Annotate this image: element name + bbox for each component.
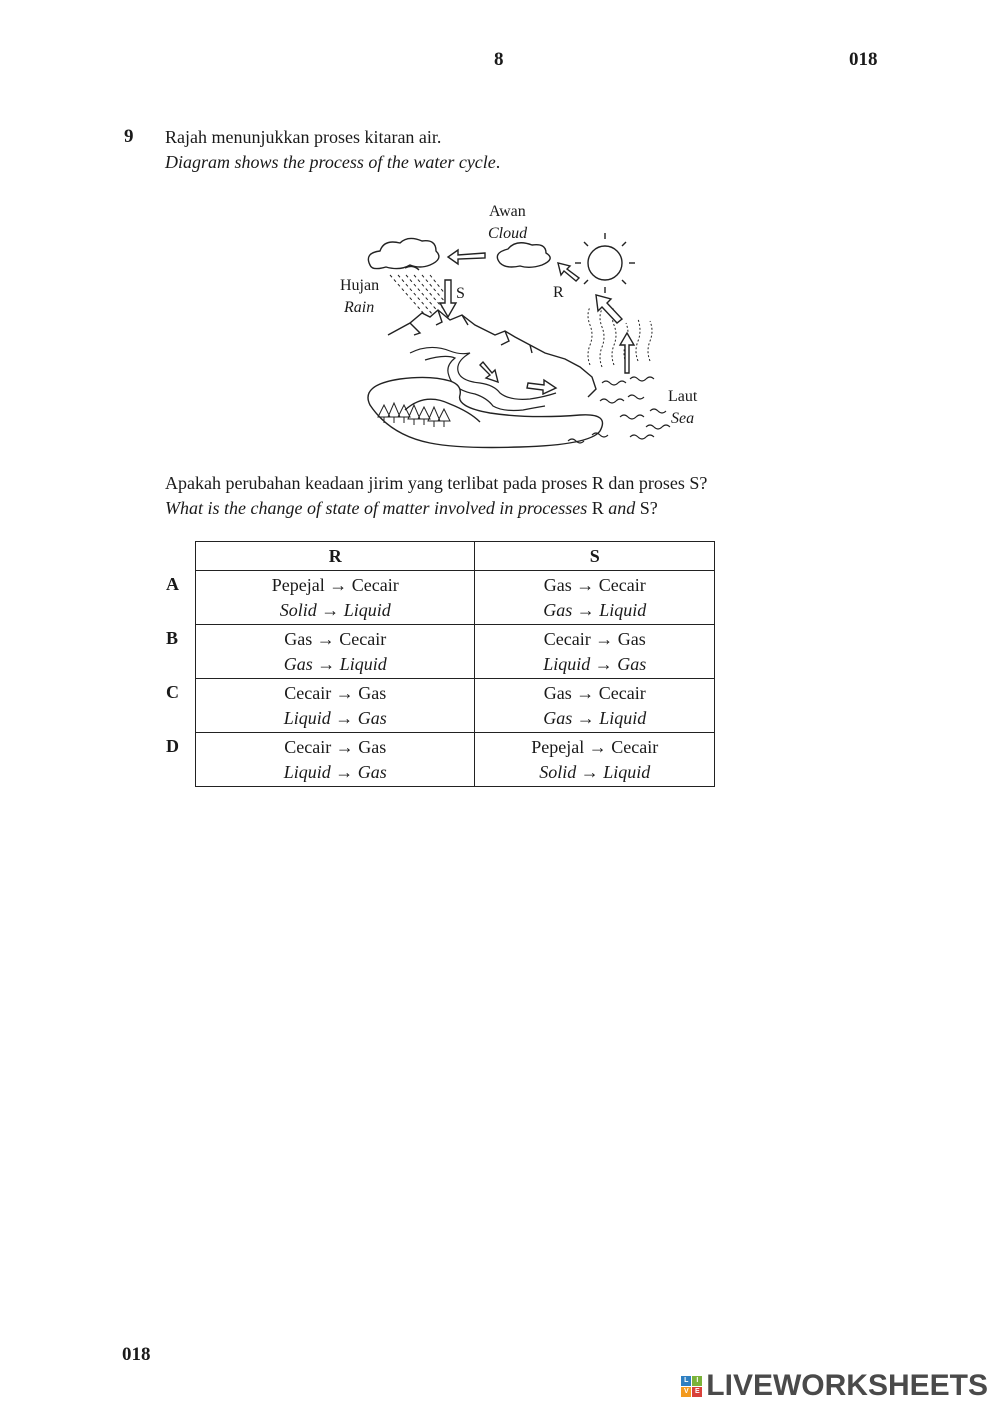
column-header-s: S [475,542,715,571]
table-row [196,679,715,733]
option-b-r: Gas → Cecair Gas → Liquid [196,625,475,679]
rain-label-en: Rain [344,299,375,316]
cloud-label-en: Cloud [488,225,528,242]
option-letter-c: C [166,682,179,702]
page-number: 8 [494,49,504,70]
liveworksheets-logo[interactable] [681,1369,988,1403]
liveworksheets-brand-text: LIVEWORKSHEETS [706,1369,988,1402]
answer-options-table [195,541,715,787]
option-d-s: Pepejal → Cecair Solid → Liquid [475,733,715,787]
column-header-r: R [196,542,475,571]
option-c-s: Gas → Cecair Gas → Liquid [475,679,715,733]
question-number: 9 [124,126,134,147]
process-r-label: R [553,284,564,301]
table-row [196,571,715,625]
liveworksheets-badge-icon: L I V E [681,1376,702,1397]
paper-code: 018 [849,49,878,70]
option-letter-d: D [166,736,179,756]
water-cycle-diagram [330,195,720,455]
question-intro-ms: Rajah menunjukkan proses kitaran air. [165,127,442,147]
sun-icon [575,233,635,293]
cloud-label-ms: Awan [489,203,526,220]
question-ask-ms: Apakah perubahan keadaan jirim yang terlibat pada proses R dan proses S? [165,473,708,493]
cloud-icon [497,243,550,268]
process-s-label: S [456,285,465,302]
option-b-s: Cecair → Gas Liquid → Gas [475,625,715,679]
question-intro-en: Diagram shows the process of the water cycle. [165,152,501,172]
question-ask-en: What is the change of state of matter involved in processes R and S? [165,498,658,518]
option-a-r: Pepejal → Cecair Solid → Liquid [196,571,475,625]
sea-label-ms: Laut [668,388,698,405]
option-d-r: Cecair → Gas Liquid → Gas [196,733,475,787]
footer-paper-code: 018 [122,1344,151,1365]
table-header-row [196,542,715,571]
option-c-r: Cecair → Gas Liquid → Gas [196,679,475,733]
option-letter-a: A [166,574,179,594]
option-letter-b: B [166,628,179,648]
option-a-s: Gas → Cecair Gas → Liquid [475,571,715,625]
rain-label-ms: Hujan [340,277,380,294]
rain-cloud-icon [368,238,439,270]
sea-label-en: Sea [671,410,695,427]
table-row [196,733,715,787]
table-row [196,625,715,679]
